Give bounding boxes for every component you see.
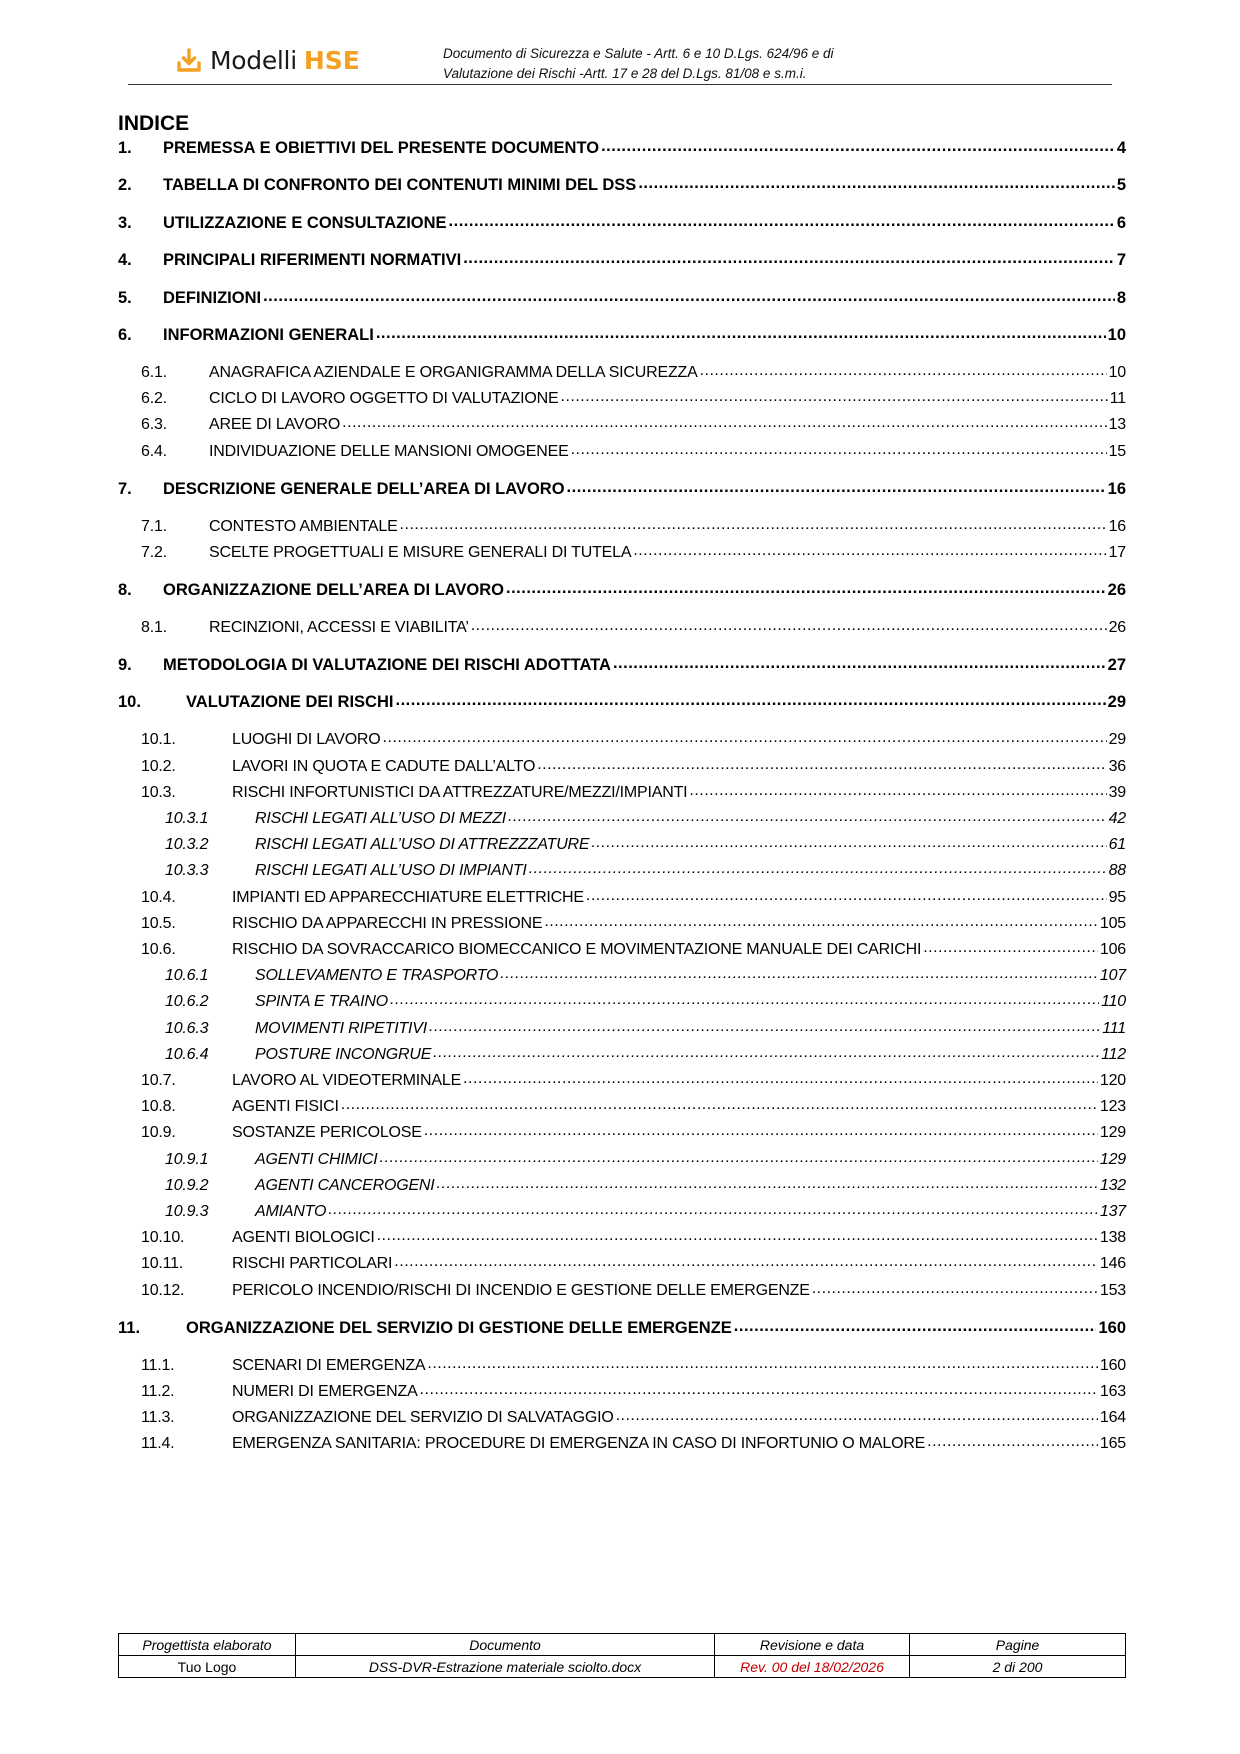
toc-entry-page: 7: [1116, 251, 1126, 269]
toc-entry-page: 110: [1101, 993, 1126, 1011]
toc-entry-number: 10.3.3: [165, 862, 209, 880]
toc-entry-title: TABELLA DI CONFRONTO DEI CONTENUTI MINIMI DEL DSS: [163, 176, 637, 194]
toc-entry[interactable]: [118, 1043, 1126, 1064]
toc-entry-page: 10: [1107, 326, 1126, 344]
toc-entry[interactable]: [118, 1380, 1126, 1401]
toc-entry-title: RISCHI LEGATI ALL’USO DI IMPIANTI: [255, 862, 527, 880]
toc-entry-page: 26: [1107, 580, 1126, 599]
toc-dot-leader: [427, 1354, 1098, 1370]
toc-dot-leader: [328, 1200, 1098, 1216]
toc-entry-number: 10.1.: [141, 731, 176, 749]
toc-entry[interactable]: [118, 1252, 1126, 1273]
toc-entry-page: 88: [1108, 862, 1126, 880]
toc-entry-title: AGENTI FISICI: [232, 1098, 339, 1116]
toc-entry-number: 10.8.: [141, 1098, 176, 1116]
toc-entry-title: LAVORI IN QUOTA E CADUTE DALL’ALTO: [232, 757, 536, 775]
toc-entry-title: CICLO DI LAVORO OGGETTO DI VALUTAZIONE: [209, 390, 559, 408]
toc-entry[interactable]: [118, 249, 1126, 271]
toc-entry-page: 137: [1099, 1202, 1126, 1220]
toc-entry-number: 10.7.: [141, 1071, 176, 1089]
toc-dot-leader: [420, 1380, 1098, 1396]
toc-dot-leader: [601, 136, 1115, 153]
toc-entry-page: 95: [1108, 888, 1126, 906]
toc-entry-page: 17: [1108, 543, 1126, 561]
toc-entry[interactable]: [118, 1316, 1126, 1338]
toc-entry-title: RISCHIO DA SOVRACCARICO BIOMECCANICO E MOVIMENTAZIONE MANUALE DEI CARICHI: [232, 940, 922, 958]
toc-entry[interactable]: [118, 755, 1126, 776]
toc-entry-title: INFORMAZIONI GENERALI: [163, 326, 374, 344]
toc-entry-title: PERICOLO INCENDIO/RISCHI DI INCENDIO E GESTIONE DELLE EMERGENZE: [232, 1281, 810, 1299]
header-divider: [128, 84, 1112, 85]
toc-entry-number: 8.: [118, 580, 132, 599]
toc-entry-title: POSTURE INCONGRUE: [255, 1045, 432, 1063]
toc-dot-leader: [390, 990, 1099, 1006]
toc-entry[interactable]: [118, 174, 1126, 196]
toc-entry[interactable]: [118, 477, 1126, 499]
toc-entry-number: 10.12.: [141, 1281, 185, 1299]
toc-entry-title: RISCHI INFORTUNISTICI DA ATTREZZATURE/MEZZI/IMPIANTI: [232, 783, 688, 801]
toc-entry-page: 107: [1099, 967, 1126, 985]
index-title: INDICE: [118, 112, 190, 135]
toc-dot-leader: [633, 541, 1106, 557]
toc-dot-leader: [537, 755, 1106, 771]
toc-entry-title: ORGANIZZAZIONE DEL SERVIZIO DI GESTIONE DELLE EMERGENZE: [186, 1318, 732, 1337]
footer-header-designer: Progettista elaborato: [119, 1634, 296, 1656]
toc-entry-page: 6: [1116, 213, 1126, 232]
toc-entry-page: 163: [1099, 1382, 1126, 1400]
footer-pages: 2 di 200: [910, 1656, 1126, 1678]
toc-dot-leader: [471, 616, 1107, 632]
toc-dot-leader: [383, 728, 1107, 744]
toc-entry-number: 11.4.: [141, 1435, 175, 1453]
toc-dot-leader: [506, 578, 1106, 595]
toc-entry[interactable]: [118, 964, 1126, 985]
footer-header-row: [119, 1634, 1126, 1656]
toc-entry-title: NUMERI DI EMERGENZA: [232, 1382, 418, 1400]
toc-entry-number: 7.1.: [141, 517, 167, 535]
toc-entry-number: 11.: [118, 1318, 141, 1337]
toc-entry-title: PRINCIPALI RIFERIMENTI NORMATIVI: [163, 251, 462, 269]
toc-dot-leader: [544, 912, 1098, 928]
toc-dot-leader: [429, 1017, 1100, 1033]
toc-entry-page: 29: [1107, 693, 1126, 712]
toc-entry-page: 15: [1108, 442, 1126, 460]
toc-entry-title: RISCHI LEGATI ALL’USO DI ATTREZZZATURE: [255, 836, 590, 854]
toc-entry-page: 13: [1108, 416, 1126, 434]
toc-entry-number: 11.2.: [141, 1382, 175, 1400]
toc-entry-page: 138: [1099, 1229, 1126, 1247]
toc-entry-page: 129: [1099, 1124, 1126, 1142]
toc-entry[interactable]: [118, 691, 1126, 713]
logo-text: Modelli: [210, 46, 297, 75]
toc-entry-title: ANAGRAFICA AZIENDALE E ORGANIGRAMMA DELLA SICUREZZA: [209, 364, 698, 381]
toc-entry[interactable]: [118, 653, 1126, 675]
toc-entry-number: 10.6.1: [165, 967, 209, 985]
toc-entry-title: RISCHIO DA APPARECCHI IN PRESSIONE: [232, 914, 543, 932]
toc-entry[interactable]: [118, 1279, 1126, 1300]
toc-dot-leader: [700, 361, 1107, 377]
toc-entry-title: AMIANTO: [255, 1202, 327, 1220]
toc-entry-number: 6.: [118, 326, 132, 344]
toc-entry[interactable]: [118, 938, 1126, 959]
toc-entry[interactable]: [118, 833, 1126, 854]
toc-dot-leader: [377, 1226, 1098, 1242]
toc-entry-title: RISCHI PARTICOLARI: [232, 1255, 393, 1273]
toc-entry-number: 11.3.: [141, 1408, 175, 1426]
header-subtitle-line-1: Documento di Sicurezza e Salute - Artt. 6 e 10 D.Lgs. 624/96 e di: [443, 46, 834, 61]
toc-entry[interactable]: [118, 616, 1126, 637]
toc-dot-leader: [734, 1316, 1097, 1333]
toc-entry-title: SOLLEVAMENTO E TRASPORTO: [255, 967, 499, 985]
toc-entry-title: AGENTI CANCEROGENI: [255, 1176, 435, 1194]
toc-entry[interactable]: [118, 440, 1126, 461]
toc-dot-leader: [380, 1148, 1098, 1164]
toc-entry-page: 129: [1099, 1150, 1126, 1168]
toc-entry-page: 10: [1108, 364, 1126, 381]
toc-entry[interactable]: [118, 1069, 1126, 1090]
footer-document-name: DSS-DVR-Estrazione materiale sciolto.docx: [296, 1656, 715, 1678]
toc-entry-number: 8.1.: [141, 618, 167, 636]
toc-dot-leader: [400, 515, 1107, 531]
toc-entry-number: 10.9.3: [165, 1202, 209, 1220]
logo: [176, 46, 360, 75]
toc-entry-page: 61: [1108, 836, 1126, 854]
toc-entry[interactable]: [118, 1354, 1126, 1375]
toc-entry-page: 42: [1108, 809, 1126, 827]
toc-entry-page: 123: [1099, 1098, 1126, 1116]
toc-entry[interactable]: [118, 211, 1126, 233]
toc-entry[interactable]: [118, 990, 1126, 1011]
toc-dot-leader: [342, 413, 1106, 429]
toc-dot-leader: [529, 859, 1107, 875]
toc-dot-leader: [508, 807, 1107, 823]
toc-entry[interactable]: [118, 1148, 1126, 1169]
toc-entry-number: 7.: [118, 479, 132, 498]
toc-entry-number: 10.2.: [141, 757, 176, 775]
toc-entry-title: SOSTANZE PERICOLOSE: [232, 1124, 422, 1142]
toc-entry[interactable]: [118, 886, 1126, 907]
toc-dot-leader: [395, 691, 1105, 708]
toc-entry-number: 10.6.4: [165, 1045, 209, 1063]
toc-entry-page: 112: [1101, 1045, 1126, 1063]
toc-entry-number: 10.9.1: [165, 1150, 209, 1168]
toc-entry-title: SPINTA E TRAINO: [255, 993, 389, 1011]
footer-value-row: [119, 1656, 1126, 1678]
toc-entry-number: 10.3.1: [165, 809, 209, 827]
toc-entry[interactable]: [118, 1095, 1126, 1116]
toc-entry-title: DESCRIZIONE GENERALE DELL’AREA DI LAVORO: [163, 479, 565, 498]
toc-entry-title: VALUTAZIONE DEI RISCHI: [186, 693, 394, 712]
toc-entry-title: AGENTI BIOLOGICI: [232, 1229, 375, 1247]
toc-entry[interactable]: [118, 1406, 1126, 1427]
toc-entry-number: 10.9.2: [165, 1176, 209, 1194]
toc-entry-page: 146: [1099, 1255, 1126, 1273]
footer-table: [118, 1633, 1126, 1678]
toc-entry-title: CONTESTO AMBIENTALE: [209, 517, 398, 535]
toc-entry-title: SCELTE PROGETTUALI E MISURE GENERALI DI TUTELA: [209, 543, 632, 561]
toc-entry[interactable]: [118, 1174, 1126, 1195]
toc-entry-page: 5: [1116, 176, 1126, 194]
toc-entry-number: 6.4.: [141, 442, 167, 460]
toc-dot-leader: [463, 249, 1115, 266]
toc-entry-title: PREMESSA E OBIETTIVI DEL PRESENTE DOCUMENTO: [163, 138, 600, 157]
toc-entry-number: 10.6.2: [165, 993, 209, 1011]
toc-dot-leader: [437, 1174, 1098, 1190]
toc-entry-number: 10.3.: [141, 783, 176, 801]
toc-entry-page: 39: [1108, 783, 1126, 801]
toc-dot-leader: [613, 653, 1106, 670]
toc-entry-page: 36: [1108, 757, 1126, 775]
toc-dot-leader: [638, 174, 1115, 191]
toc-entry-number: 5.: [118, 288, 132, 307]
toc-dot-leader: [561, 387, 1108, 403]
toc-entry-page: 27: [1107, 655, 1126, 674]
toc-entry-page: 160: [1099, 1356, 1126, 1374]
toc-entry-number: 10.5.: [141, 914, 176, 932]
toc-entry-number: 10.9.: [141, 1124, 176, 1142]
toc-dot-leader: [616, 1406, 1098, 1422]
toc-entry[interactable]: [118, 912, 1126, 933]
toc-entry-number: 10.6.3: [165, 1019, 209, 1037]
toc-entry[interactable]: [118, 1121, 1126, 1142]
toc-entry-page: 106: [1099, 940, 1126, 958]
footer-header-revision: Revisione e data: [715, 1634, 910, 1656]
toc-entry-title: MOVIMENTI RIPETITIVI: [255, 1019, 428, 1037]
header-subtitle-line-2: Valutazione dei Rischi -Artt. 17 e 28 del D.Lgs. 81/08 e s.m.i.: [443, 66, 807, 81]
toc-entry-title: SCENARI DI EMERGENZA: [232, 1356, 426, 1374]
toc-entry[interactable]: [118, 387, 1126, 408]
toc-entry[interactable]: [118, 324, 1126, 346]
toc-entry-number: 10.11.: [141, 1255, 184, 1273]
toc-entry-number: 6.3.: [141, 416, 167, 434]
toc-entry-number: 10.6.: [141, 940, 176, 958]
toc-entry-page: 105: [1099, 914, 1126, 932]
toc-dot-leader: [341, 1095, 1098, 1111]
toc-entry-page: 29: [1108, 731, 1126, 749]
logo-accent: HSE: [303, 46, 360, 75]
toc-entry-page: 16: [1108, 517, 1126, 535]
toc-entry-page: 164: [1099, 1408, 1126, 1426]
toc-entry-number: 2.: [118, 176, 132, 194]
toc-entry[interactable]: [118, 578, 1126, 600]
header-subtitle: [443, 44, 833, 84]
toc-entry-number: 6.2.: [141, 390, 167, 408]
toc-entry-number: 11.1.: [141, 1356, 175, 1374]
toc-dot-leader: [689, 781, 1106, 797]
toc-entry-number: 6.1.: [141, 364, 167, 381]
toc-entry-title: EMERGENZA SANITARIA: PROCEDURE DI EMERGENZA IN CASO DI INFORTUNIO O MALORE: [232, 1435, 926, 1453]
toc-entry-title: LUOGHI DI LAVORO: [232, 731, 381, 749]
toc-dot-leader: [263, 286, 1115, 303]
toc-entry-title: IMPIANTI ED APPARECCHIATURE ELETTRICHE: [232, 888, 584, 906]
footer-header-document: Documento: [296, 1634, 715, 1656]
toc-entry-title: RISCHI LEGATI ALL’USO DI MEZZI: [255, 809, 506, 827]
toc-entry-title: DEFINIZIONI: [163, 288, 262, 307]
toc-entry-number: 3.: [118, 213, 132, 232]
toc-dot-leader: [433, 1043, 1099, 1059]
toc-entry-page: 120: [1099, 1071, 1126, 1089]
footer-revision: Rev. 00 del 18/02/2026: [715, 1656, 910, 1678]
toc-entry[interactable]: [118, 1432, 1126, 1453]
toc-entry-page: 16: [1107, 479, 1126, 498]
toc-dot-leader: [927, 1432, 1098, 1448]
toc-dot-leader: [812, 1279, 1098, 1295]
toc-dot-leader: [376, 324, 1106, 341]
toc-entry[interactable]: [118, 1017, 1126, 1038]
toc-entry[interactable]: [118, 781, 1126, 802]
toc-entry[interactable]: [118, 413, 1126, 434]
toc-entry-page: 4: [1116, 138, 1126, 157]
toc-entry[interactable]: [118, 859, 1126, 880]
toc-entry[interactable]: [118, 361, 1126, 382]
toc-entry-title: AREE DI LAVORO: [209, 416, 341, 434]
download-icon: [176, 48, 202, 74]
toc-entry[interactable]: [118, 728, 1126, 749]
toc-dot-leader: [394, 1252, 1098, 1268]
footer-header-pages: Pagine: [910, 1634, 1126, 1656]
toc-entry-number: 9.: [118, 655, 132, 674]
toc-entry-page: 8: [1116, 288, 1126, 307]
toc-entry[interactable]: [118, 1200, 1126, 1221]
toc-dot-leader: [424, 1121, 1098, 1137]
toc-entry-number: 10.: [118, 693, 141, 712]
toc-dot-leader: [449, 211, 1115, 228]
toc-entry-page: 111: [1102, 1019, 1126, 1037]
toc-entry-title: AGENTI CHIMICI: [255, 1150, 378, 1168]
toc-entry[interactable]: [118, 136, 1126, 158]
toc-entry-number: 10.3.2: [165, 836, 209, 854]
toc-entry-page: 132: [1099, 1176, 1126, 1194]
toc-entry[interactable]: [118, 541, 1126, 562]
toc-dot-leader: [567, 477, 1106, 494]
toc-dot-leader: [500, 964, 1098, 980]
toc-entry[interactable]: [118, 1226, 1126, 1247]
toc-dot-leader: [586, 886, 1107, 902]
toc-dot-leader: [591, 833, 1106, 849]
toc-entry[interactable]: [118, 807, 1126, 828]
toc-entry-title: ORGANIZZAZIONE DEL SERVIZIO DI SALVATAGGIO: [232, 1408, 614, 1426]
toc-entry-title: ORGANIZZAZIONE DELL’AREA DI LAVORO: [163, 580, 504, 599]
toc-entry-number: 1.: [118, 138, 132, 157]
toc-entry-number: 7.2.: [141, 543, 167, 561]
toc-dot-leader: [923, 938, 1098, 954]
toc-entry-page: 26: [1108, 618, 1126, 636]
toc-dot-leader: [571, 440, 1107, 456]
toc-entry-page: 153: [1099, 1281, 1126, 1299]
footer-designer: Tuo Logo: [119, 1656, 296, 1678]
toc-entry-title: LAVORO AL VIDEOTERMINALE: [232, 1071, 462, 1089]
toc-dot-leader: [463, 1069, 1098, 1085]
toc-entry[interactable]: [118, 515, 1126, 536]
toc-entry-page: 160: [1098, 1318, 1126, 1337]
toc-entry-number: 4.: [118, 251, 132, 269]
toc-entry[interactable]: [118, 286, 1126, 308]
toc-entry-title: METODOLOGIA DI VALUTAZIONE DEI RISCHI ADOTTATA: [163, 655, 611, 674]
toc-entry-page: 11: [1109, 390, 1126, 408]
toc-entry-title: INDIVIDUAZIONE DELLE MANSIONI OMOGENEE: [209, 442, 569, 460]
toc-entry-page: 165: [1099, 1435, 1126, 1453]
toc-entry-title: RECINZIONI, ACCESSI E VIABILITA’: [209, 618, 469, 636]
toc-entry-title: UTILIZZAZIONE E CONSULTAZIONE: [163, 213, 447, 232]
page-header: [128, 40, 1112, 86]
toc-entry-number: 10.10.: [141, 1229, 185, 1247]
toc-entry-number: 10.4.: [141, 888, 176, 906]
